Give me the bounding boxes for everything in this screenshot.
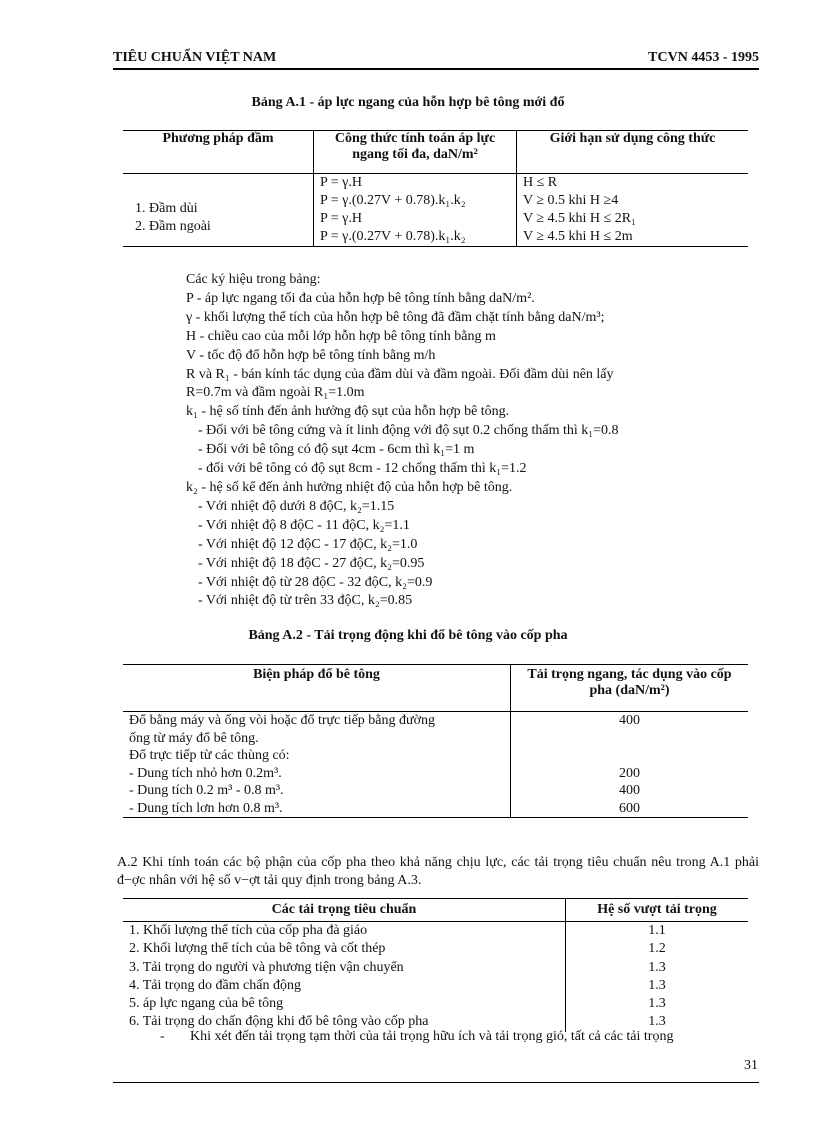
page-header	[113, 46, 759, 70]
note-line: - Đối với bê tông có độ sụt 4cm - 6cm thì k₁=1 m	[198, 442, 475, 458]
table3-factor: 1.3	[566, 995, 749, 1013]
table1-limit: V ≥ 4.5 khi H ≤ 2R₁	[523, 211, 636, 226]
table1-formula: P = γ.H	[320, 175, 362, 190]
table2-method: ống từ máy đổ bê tông.	[129, 730, 259, 746]
header-standard-name: TIÊU CHUẨN VIỆT NAM	[113, 50, 277, 65]
table1-method: 2. Đầm ngoài	[135, 219, 211, 234]
table3-load: 4. Tải trọng do đầm chấn động	[129, 977, 301, 993]
table3-load: 3. Tải trọng do người và phương tiện vận chuyển	[129, 959, 404, 975]
continuation-text: Khi xét đến tải trọng tạm thời của tải trọng hữu ích và tải trọng gió, tất cả các tải trọng	[190, 1029, 674, 1044]
table2	[123, 664, 748, 818]
table1-header-formula: Công thức tính toán áp lực ngang tối đa, daN/m²	[314, 131, 517, 174]
table3-load: 6. Tải trọng do chấn động khi đổ bê tông vào cốp pha	[129, 1014, 429, 1030]
note-line: P - áp lực ngang tối đa của hỗn hợp bê tông tính bằng daN/m².	[186, 290, 535, 306]
table2-load: 200	[511, 765, 749, 783]
table1-formula: P = γ.(0.27V + 0.78).k₁.k₂	[320, 193, 466, 208]
note-line: H - chiều cao của mỗi lớp hỗn hợp bê tông tính bằng m	[186, 328, 496, 344]
bullet-dash: -	[160, 1029, 165, 1044]
note-line: R=0.7m và đầm ngoài R₁=1.0m	[186, 385, 365, 401]
note-line: V - tốc độ đổ hỗn hợp bê tông tính bằng m/h	[186, 347, 436, 363]
table1-formula: P = γ.H	[320, 211, 362, 226]
table3-load: 2. Khối lượng thể tích của bê tông và cốt thép	[129, 941, 386, 957]
table3	[123, 898, 748, 1032]
table1-methods-cell	[123, 174, 314, 247]
note-line: - Với nhiệt độ 12 độC - 17 độC, k₂=1.0	[198, 536, 418, 552]
table3-factor: 1.1	[566, 922, 749, 941]
table2-method: - Dung tích lơn hơn 0.8 m³.	[123, 800, 511, 818]
table1-formulas-cell	[314, 174, 517, 247]
table1-caption: Bảng A.1 - áp lực ngang của hỗn hợp bê tông mới đổ	[251, 95, 565, 110]
table2-caption: Bảng A.2 - Tải trọng động khi đổ bê tông vào cốp pha	[248, 628, 568, 643]
table2-load	[511, 730, 749, 748]
table1-limit: V ≥ 4.5 khi H ≤ 2m	[523, 229, 633, 244]
notes-title: Các ký hiệu trong bảng:	[186, 272, 321, 287]
table1-limits-cell	[517, 174, 749, 247]
header-standard-code: TCVN 4453 - 1995	[648, 50, 759, 65]
note-line: γ - khối lượng thể tích của hỗn hợp bê tông đã đầm chặt tính bằng daN/m³;	[186, 309, 605, 325]
note-line: k₁ - hệ số tính đến ảnh hưởng độ sụt của hỗn hợp bê tông.	[186, 404, 510, 420]
note-line: R và R₁ - bán kính tác dụng của đầm dùi và đầm ngoài. Đối đầm dùi nên lấy	[186, 366, 614, 382]
table2-method: - Dung tích 0.2 m³ - 0.8 m³.	[129, 783, 284, 798]
table2-load: 400	[511, 712, 749, 730]
table1-limit: H ≤ R	[523, 175, 558, 190]
note-line: - Với nhiệt độ 18 độC - 27 độC, k₂=0.95	[198, 555, 425, 571]
table1-method: 1. Đầm dùi	[135, 201, 198, 216]
table1-formula: P = γ.(0.27V + 0.78).k₁.k₂	[320, 229, 466, 244]
note-line: - Đối với bê tông cứng và ít linh động với độ sụt 0.2 chống thấm thì k₁=0.8	[198, 423, 619, 439]
note-line: - đối với bê tông có độ sụt 8cm - 12 chống thấm thì k₁=1.2	[198, 461, 527, 477]
table1	[123, 130, 748, 247]
table3-factor: 1.3	[566, 977, 749, 995]
table2-load: 400	[511, 782, 749, 800]
table3-header-load: Các tải trọng tiêu chuẩn	[123, 899, 566, 922]
table2-method: - Dung tích nhỏ hơn 0.2m³.	[129, 765, 282, 781]
paragraph-a2: A.2 Khi tính toán các bộ phận của cốp pha theo khả năng chịu lực, các tải trọng tiêu chuẩn nêu trong A.1 phải đ−ợc nhân với hệ số v−ợt tải quy định trong bảng A.3.	[117, 855, 759, 888]
table2-header-load: Tải trọng ngang, tác dụng vào cốp pha (daN/m²)	[511, 665, 749, 712]
table3-factor: 1.3	[566, 1013, 749, 1031]
table3-factor: 1.3	[566, 959, 749, 977]
table3-header-factor: Hệ số vượt tải trọng	[566, 899, 749, 922]
table2-method: Đổ bằng máy và ống vòi hoặc đổ trực tiếp bằng đường	[129, 713, 436, 728]
table3-load: 1. Khối lượng thể tích của cốp pha đà giáo	[129, 923, 368, 938]
note-line: - Với nhiệt độ từ 28 độC - 32 độC, k₂=0.9	[198, 574, 433, 590]
table1-limit: V ≥ 0.5 khi H ≥4	[523, 193, 619, 208]
table1-header-limit: Giới hạn sử dụng công thức	[517, 131, 749, 174]
table2-header-method: Biện pháp đổ bê tông	[123, 665, 511, 712]
note-line: - Với nhiệt độ 8 độC - 11 độC, k₂=1.1	[198, 517, 410, 533]
table2-method: Đổ trực tiếp từ các thùng có:	[129, 748, 290, 763]
note-line: k₂ - hệ số kể đến ảnh hưởng nhiệt độ của hỗn hợp bê tông.	[186, 479, 513, 495]
table1-header-method: Phương pháp đầm	[123, 131, 314, 174]
table2-load	[511, 747, 749, 765]
footer-rule	[113, 1082, 759, 1083]
table3-load: 5. áp lực ngang của bê tông	[129, 996, 284, 1012]
symbol-notes	[186, 271, 619, 611]
page-number: 31	[744, 1058, 758, 1073]
table3-factor: 1.2	[566, 940, 749, 958]
note-line: - Với nhiệt độ dưới 8 độC, k₂=1.15	[198, 498, 395, 514]
table2-load: 600	[511, 800, 749, 818]
note-line: - Với nhiệt độ từ trên 33 độC, k₂=0.85	[198, 593, 413, 609]
